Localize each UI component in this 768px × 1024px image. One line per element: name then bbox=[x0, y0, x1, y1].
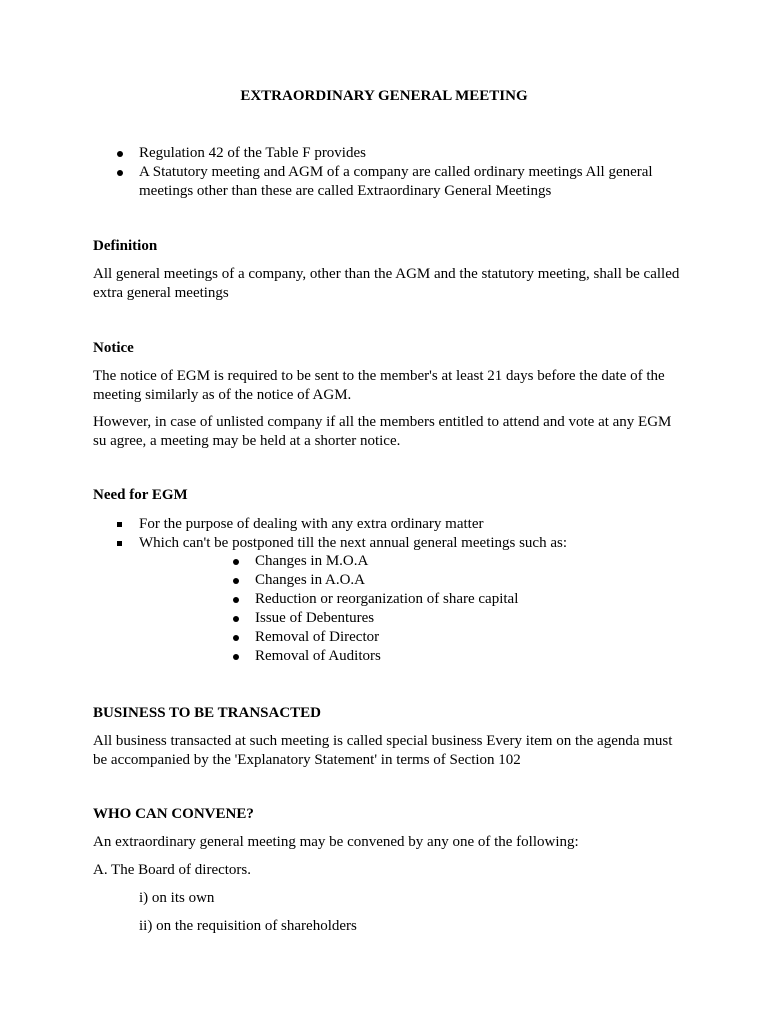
bullet-dot-icon bbox=[117, 151, 123, 157]
list-item: Regulation 42 of the Table F provides bbox=[93, 144, 683, 163]
bullet-dot-icon bbox=[233, 597, 239, 603]
convene-text: An extraordinary general meeting may be convened by any one of the following: bbox=[93, 834, 579, 850]
business-heading: BUSINESS TO BE TRANSACTED bbox=[93, 705, 322, 721]
list-item: Issue of Debentures bbox=[93, 609, 683, 628]
convene-heading: WHO CAN CONVENE? bbox=[93, 806, 254, 822]
convene-option-a: A. The Board of directors. bbox=[93, 862, 252, 878]
bullet-dot-icon bbox=[233, 635, 239, 641]
bullet-square-icon bbox=[117, 541, 122, 546]
bullet-dot-icon bbox=[233, 578, 239, 584]
bullet-square-icon bbox=[117, 522, 122, 527]
page-title: EXTRAORDINARY GENERAL MEETING bbox=[240, 88, 528, 104]
definition-heading: Definition bbox=[93, 238, 158, 254]
convene-option-i: i) on its own bbox=[139, 890, 215, 906]
bullet-dot-icon bbox=[233, 559, 239, 565]
list-item: A Statutory meeting and AGM of a company are called ordinary meetings All general meetings other than these are called Extraordinary General Meetings bbox=[93, 163, 683, 201]
bullet-dot-icon bbox=[233, 654, 239, 660]
list-item: Changes in M.O.A bbox=[93, 552, 683, 571]
list-item: For the purpose of dealing with any extra ordinary matter bbox=[93, 515, 683, 534]
list-item: Changes in A.O.A bbox=[93, 571, 683, 590]
list-item: Removal of Director bbox=[93, 628, 683, 647]
need-sub-list bbox=[93, 552, 683, 666]
bullet-dot-icon bbox=[233, 616, 239, 622]
business-text: All business transacted at such meeting is called special business Every item on the agenda must be accompanied by the 'Explanatory Statement' in terms of Section 102 bbox=[93, 733, 673, 768]
need-list bbox=[93, 515, 683, 553]
notice-paragraph-1: The notice of EGM is required to be sent to the member's at least 21 days before the date of the meeting similarly as of the notice of AGM. bbox=[93, 368, 665, 403]
need-heading: Need for EGM bbox=[93, 487, 188, 503]
convene-option-ii: ii) on the requisition of shareholders bbox=[139, 918, 357, 934]
notice-paragraph-2: However, in case of unlisted company if all the members entitled to attend and vote at any EGM su agree, a meeting may be held at a shorter notice. bbox=[93, 414, 672, 449]
list-item: Which can't be postponed till the next annual general meetings such as: bbox=[93, 534, 683, 553]
list-item: Reduction or reorganization of share capital bbox=[93, 590, 683, 609]
bullet-dot-icon bbox=[117, 170, 123, 176]
intro-bullet-list bbox=[93, 144, 683, 201]
notice-heading: Notice bbox=[93, 340, 134, 356]
list-item: Removal of Auditors bbox=[93, 647, 683, 666]
definition-text: All general meetings of a company, other than the AGM and the statutory meeting, shall be called extra general meetings bbox=[93, 266, 680, 301]
